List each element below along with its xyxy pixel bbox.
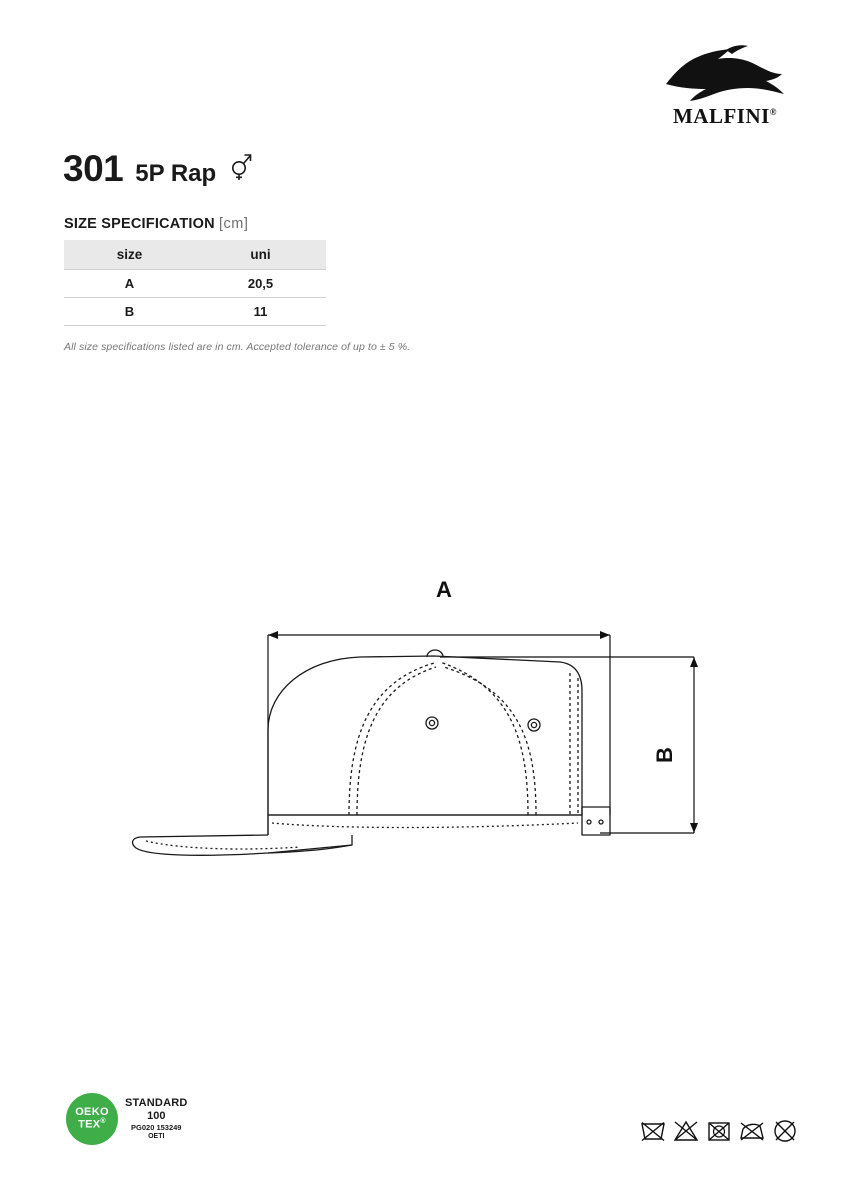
- column-header-size: size: [116, 247, 143, 262]
- column-header-uni: uni: [250, 247, 271, 262]
- row-label-a: A: [64, 270, 195, 298]
- care-symbols: [640, 1118, 798, 1144]
- row-value-a: 20,5: [195, 270, 326, 298]
- dimension-label-b: B: [652, 747, 677, 763]
- do-not-tumble-dry-icon: [706, 1118, 732, 1144]
- oeko-tex-text: [125, 1097, 188, 1141]
- row-label-b: B: [64, 298, 195, 326]
- dimension-line-b: [440, 657, 698, 833]
- do-not-bleach-icon: [673, 1118, 699, 1144]
- registered-mark: ®: [769, 107, 778, 117]
- table-row: [64, 298, 326, 326]
- oeko-institute: OETI: [148, 1132, 165, 1140]
- oeko-certificate: PG020 153249: [131, 1123, 182, 1133]
- technical-drawing: [0, 545, 849, 925]
- table-header-row: [64, 240, 326, 270]
- product-name: 5P Rap: [135, 160, 217, 187]
- do-not-dry-clean-icon: [772, 1118, 798, 1144]
- size-unit: [cm]: [219, 216, 249, 232]
- oeko-badge-line2: TEX®: [78, 1118, 106, 1131]
- eagle-icon: [660, 44, 790, 102]
- page-title: [63, 148, 252, 190]
- snapback-cap-side-view-icon: [133, 650, 610, 855]
- do-not-iron-icon: [739, 1118, 765, 1144]
- oeko-tex-badge: [66, 1093, 118, 1145]
- oeko-badge-line1: OEKO: [75, 1105, 109, 1118]
- product-code: 301: [63, 148, 124, 189]
- brand-name: MALFINI®: [672, 104, 778, 128]
- brand-logo: [655, 44, 795, 129]
- row-value-b: 11: [195, 298, 326, 326]
- table-row: [64, 270, 326, 298]
- size-table: [64, 240, 326, 326]
- tolerance-note: All size specifications listed are in cm. Accepted tolerance of up to ± 5 %.: [64, 341, 411, 353]
- dimension-label-a: A: [436, 577, 452, 602]
- oeko-standard: STANDARD: [125, 1097, 188, 1110]
- do-not-wash-icon: [640, 1118, 666, 1144]
- gender-symbol-icon: [230, 151, 252, 185]
- size-specification-heading: SIZE SPECIFICATION [cm]: [64, 216, 249, 232]
- oeko-standard-number: 100: [147, 1109, 166, 1122]
- oeko-tex-certification: [66, 1093, 188, 1145]
